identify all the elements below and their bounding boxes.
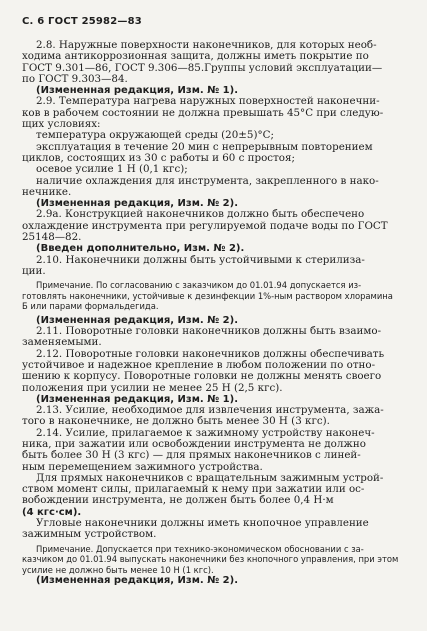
text-line: зажимным устройством. — [22, 529, 157, 541]
text-line: вобождении инструмента, не должен быть более 0,4 Н·м — [22, 495, 334, 507]
text-line: усилие не должно быть менее 10 Н (1 кгс). — [22, 564, 214, 575]
text-line: осевое усилие 1 Н (0,1 кгс); — [36, 164, 188, 176]
text-line: ции. — [22, 265, 46, 277]
text-line: заменяемыми. — [22, 337, 102, 349]
text-line: 2.9а. Конструкцией наконечников должно быть обеспечено — [36, 209, 365, 221]
text-line: 2.13. Усилие, необходимое для извлечения инструмента, зажа- — [36, 405, 384, 417]
text-line: ходима антикоррозионная защита, должны иметь покрытие по — [22, 51, 369, 63]
text-line: готовлять наконечники, устойчивые к дезинфекции 1%-ным раствором хлорамина — [22, 290, 393, 301]
text-line: наличие охлаждения для инструмента, закрепленного в нако- — [36, 175, 379, 187]
text-line: 2.14. Усилие, прилагаемое к зажимному устройству наконеч- — [36, 427, 375, 439]
text-line: ков в рабочем состоянии не должна превышать 45°С при следую- — [22, 107, 384, 119]
text-line: (Измененная редакция, Изм. № 1). — [36, 85, 239, 97]
text-line: (Измененная редакция, Изм. № 2). — [36, 198, 239, 210]
text-line: 2.8. Наружные поверхности наконечников, для которых необ- — [36, 40, 377, 51]
text-line: устойчивое и надежное крепление в любом положении по отно- — [22, 359, 376, 371]
text-line: (Введен дополнительно, Изм. № 2). — [36, 243, 245, 255]
page-header: С. 6 ГОСТ 25982—83 — [22, 16, 142, 27]
text-line: (4 кгс·см). — [22, 506, 82, 518]
text-line: Примечание. Допускается при технико-экономическом обосновании с за- — [36, 543, 364, 554]
text-line: 2.11. Поворотные головки наконечников должны быть взаимо- — [36, 326, 382, 338]
text-line: по ГОСТ 9.303—84. — [22, 73, 128, 85]
text-line: температура окружающей среды (20±5)°С; — [36, 130, 274, 142]
text-line: щих условиях: — [22, 119, 101, 131]
text-line: нечнике. — [22, 186, 72, 198]
text-line: положения при усилии не менее 25 Н (2,5 кгс). — [22, 382, 283, 394]
text-line: ГОСТ 9.301—86, ГОСТ 9.306—85.Группы условий эксплуатации— — [22, 62, 383, 74]
text-line: (Измененная редакция, Изм. № 2). — [36, 575, 239, 587]
text-line: 2.10. Наконечники должны быть устойчивыми к стерилиза- — [36, 254, 365, 266]
document-body — [22, 40, 413, 586]
text-line: Для прямых наконечников с вращательным зажимным устрой- — [36, 472, 384, 484]
text-line: охлаждение инструмента при регулируемой подаче воды по ГОСТ — [22, 220, 388, 232]
text-line: быть более 30 Н (3 кгс) — для прямых наконечников с линей- — [22, 450, 361, 462]
text-line: 2.9. Температура нагрева наружных поверхностей наконечни- — [36, 96, 380, 108]
text-line: циклов, состоящих из 30 с работы и 60 с простоя; — [22, 152, 295, 164]
text-line: эксплуатация в течение 20 мин с непрерывным повторением — [36, 141, 373, 153]
text-line: (Измененная редакция, Изм. № 2). — [36, 314, 239, 326]
text-line: Примечание. По согласованию с заказчиком до 01.01.94 допускается из- — [36, 280, 362, 291]
text-line: ством момент силы, прилагаемый к нему при зажатии или ос- — [22, 484, 365, 496]
text-line: (Измененная редакция, Изм. № 1). — [36, 393, 239, 405]
text-line: шению к корпусу. Поворотные головки не должны менять своего — [22, 371, 382, 383]
text-line: 2.12. Поворотные головки наконечников должны обеспечивать — [36, 348, 385, 360]
text-line: Б или парами формальдегида. — [22, 301, 159, 312]
text-line: ника, при зажатии или освобождении инструмента не должно — [22, 439, 366, 450]
text-line: Угловые наконечники должны иметь кнопочное управление — [36, 518, 369, 530]
text-line: казчиком до 01.01.94 выпускать наконечники без кнопочного управления, при этом — [22, 554, 399, 565]
text-line: ным перемещением зажимного устройства. — [22, 461, 263, 473]
text-line: того в наконечнике, не должно быть менее 30 Н (3 кгс). — [22, 416, 330, 428]
text-line: 25148—82. — [22, 232, 82, 244]
